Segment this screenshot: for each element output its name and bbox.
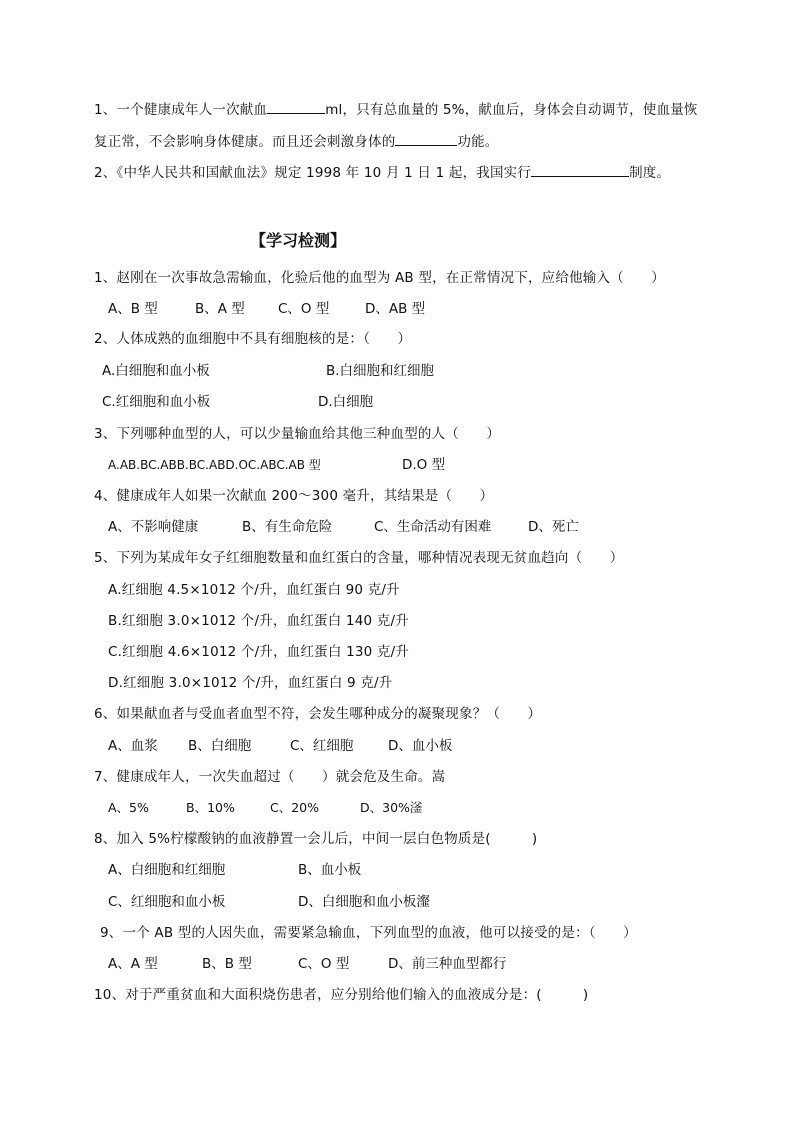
q4-option-c[interactable]: C、生命活动有困难	[374, 519, 492, 535]
fill-q1b-blank[interactable]	[395, 133, 457, 146]
q7-option-b[interactable]: B、10%	[186, 800, 235, 815]
q3-option-a[interactable]: A.AB.BC.ABB.BC.ABD.OC.ABC.AB 型	[108, 458, 321, 472]
question-6: 6、如果献血者与受血者血型不符，会发生哪种成分的凝聚现象？（ ）	[94, 706, 542, 722]
q1-option-a[interactable]: A、B 型	[108, 301, 158, 317]
q3-option-d[interactable]: D.O 型	[402, 457, 446, 473]
fill-question-2	[94, 164, 670, 182]
question-3: 3、下列哪种血型的人，可以少量输血给其他三种血型的人（ ）	[94, 426, 501, 442]
q9-option-a[interactable]: A、A 型	[108, 956, 158, 972]
q1-option-b[interactable]: B、A 型	[195, 301, 245, 317]
q7-option-d[interactable]: D、30%滏	[360, 800, 423, 815]
question-4: 4、健康成年人如果一次献血 200～300 毫升，其结果是（ ）	[94, 488, 494, 504]
q9-option-c[interactable]: C、O 型	[298, 956, 350, 972]
q4-option-a[interactable]: A、不影响健康	[108, 519, 199, 535]
q1-option-c[interactable]: C、O 型	[278, 301, 330, 317]
fill-q2-blank[interactable]	[531, 164, 629, 177]
q2-option-a[interactable]: A.白细胞和血小板	[102, 363, 210, 379]
q6-option-c[interactable]: C、红细胞	[290, 738, 354, 754]
q2-option-c[interactable]: C.红细胞和血小板	[102, 394, 211, 410]
q9-option-b[interactable]: B、B 型	[202, 956, 252, 972]
q6-option-b[interactable]: B、白细胞	[188, 738, 252, 754]
fill-question-1-cont	[94, 133, 499, 151]
q6-option-d[interactable]: D、血小板	[388, 738, 453, 754]
q6-option-a[interactable]: A、血浆	[108, 738, 158, 754]
question-8: 8、加入 5%柠檬酸钠的血液静置一会儿后，中间一层白色物质是( )	[94, 831, 538, 847]
q9-option-d[interactable]: D、前三种血型都行	[388, 956, 507, 972]
q1-option-d[interactable]: D、AB 型	[365, 301, 426, 317]
q7-option-a[interactable]: A、5%	[108, 800, 149, 815]
q4-option-b[interactable]: B、有生命危险	[242, 519, 333, 535]
fill-q1b-suffix: 功能。	[457, 134, 499, 150]
question-10: 10、对于严重贫血和大面积烧伤患者，应分别给他们输入的血液成分是：( )	[94, 987, 589, 1003]
q8-option-c[interactable]: C、红细胞和血小板	[108, 894, 226, 910]
q2-option-b[interactable]: B.白细胞和红细胞	[326, 363, 435, 379]
q5-option-a[interactable]: A.红细胞 4.5×1012 个/升，血红蛋白 90 克/升	[108, 582, 400, 598]
q8-option-b[interactable]: B、血小板	[298, 862, 362, 878]
q5-option-b[interactable]: B.红细胞 3.0×1012 个/升，血红蛋白 140 克/升	[108, 613, 409, 629]
question-1: 1、赵刚在一次事故急需输血，化验后他的血型为 AB 型，在正常情况下，应给他输入（ ）	[94, 270, 665, 286]
fill-q1-suffix: ml，只有总血量的 5%，献血后，身体会自动调节，使血量恢	[325, 102, 698, 118]
fill-q1-blank[interactable]	[267, 101, 325, 114]
question-5: 5、下列为某成年女子红细胞数量和血红蛋白的含量，哪种情况表现无贫血趋向（ ）	[94, 550, 624, 566]
question-2: 2、人体成熟的血细胞中不具有细胞核的是：（ ）	[94, 331, 412, 347]
fill-question-1	[94, 101, 698, 119]
q5-option-d[interactable]: D.红细胞 3.0×1012 个/升，血红蛋白 9 克/升	[108, 675, 393, 691]
fill-q2-prefix: 2、《中华人民共和国献血法》规定 1998 年 10 月 1 日 1 起，我国实行	[94, 165, 532, 181]
fill-q1b-prefix: 复正常，不会影响身体健康。而且还会刺激身体的	[94, 134, 396, 150]
q5-option-c[interactable]: C.红细胞 4.6×1012 个/升，血红蛋白 130 克/升	[108, 644, 410, 660]
q7-option-c[interactable]: C、20%	[270, 800, 320, 815]
q8-option-d[interactable]: D、白细胞和血小板瀣	[298, 894, 430, 910]
fill-q1-prefix: 1、一个健康成年人一次献血	[94, 102, 268, 118]
q4-option-d[interactable]: D、死亡	[528, 519, 579, 535]
fill-q2-suffix: 制度。	[629, 165, 671, 181]
section-title: 【学习检测】	[250, 231, 347, 250]
q2-option-d[interactable]: D.白细胞	[318, 394, 374, 410]
q8-option-a[interactable]: A、白细胞和红细胞	[108, 862, 226, 878]
question-7: 7、健康成年人，一次失血超过（ ）就会危及生命。嵩	[94, 769, 446, 785]
question-9: 9、一个 AB 型的人因失血，需要紧急输血，下列血型的血液，他可以接受的是：（ ）	[100, 925, 637, 941]
